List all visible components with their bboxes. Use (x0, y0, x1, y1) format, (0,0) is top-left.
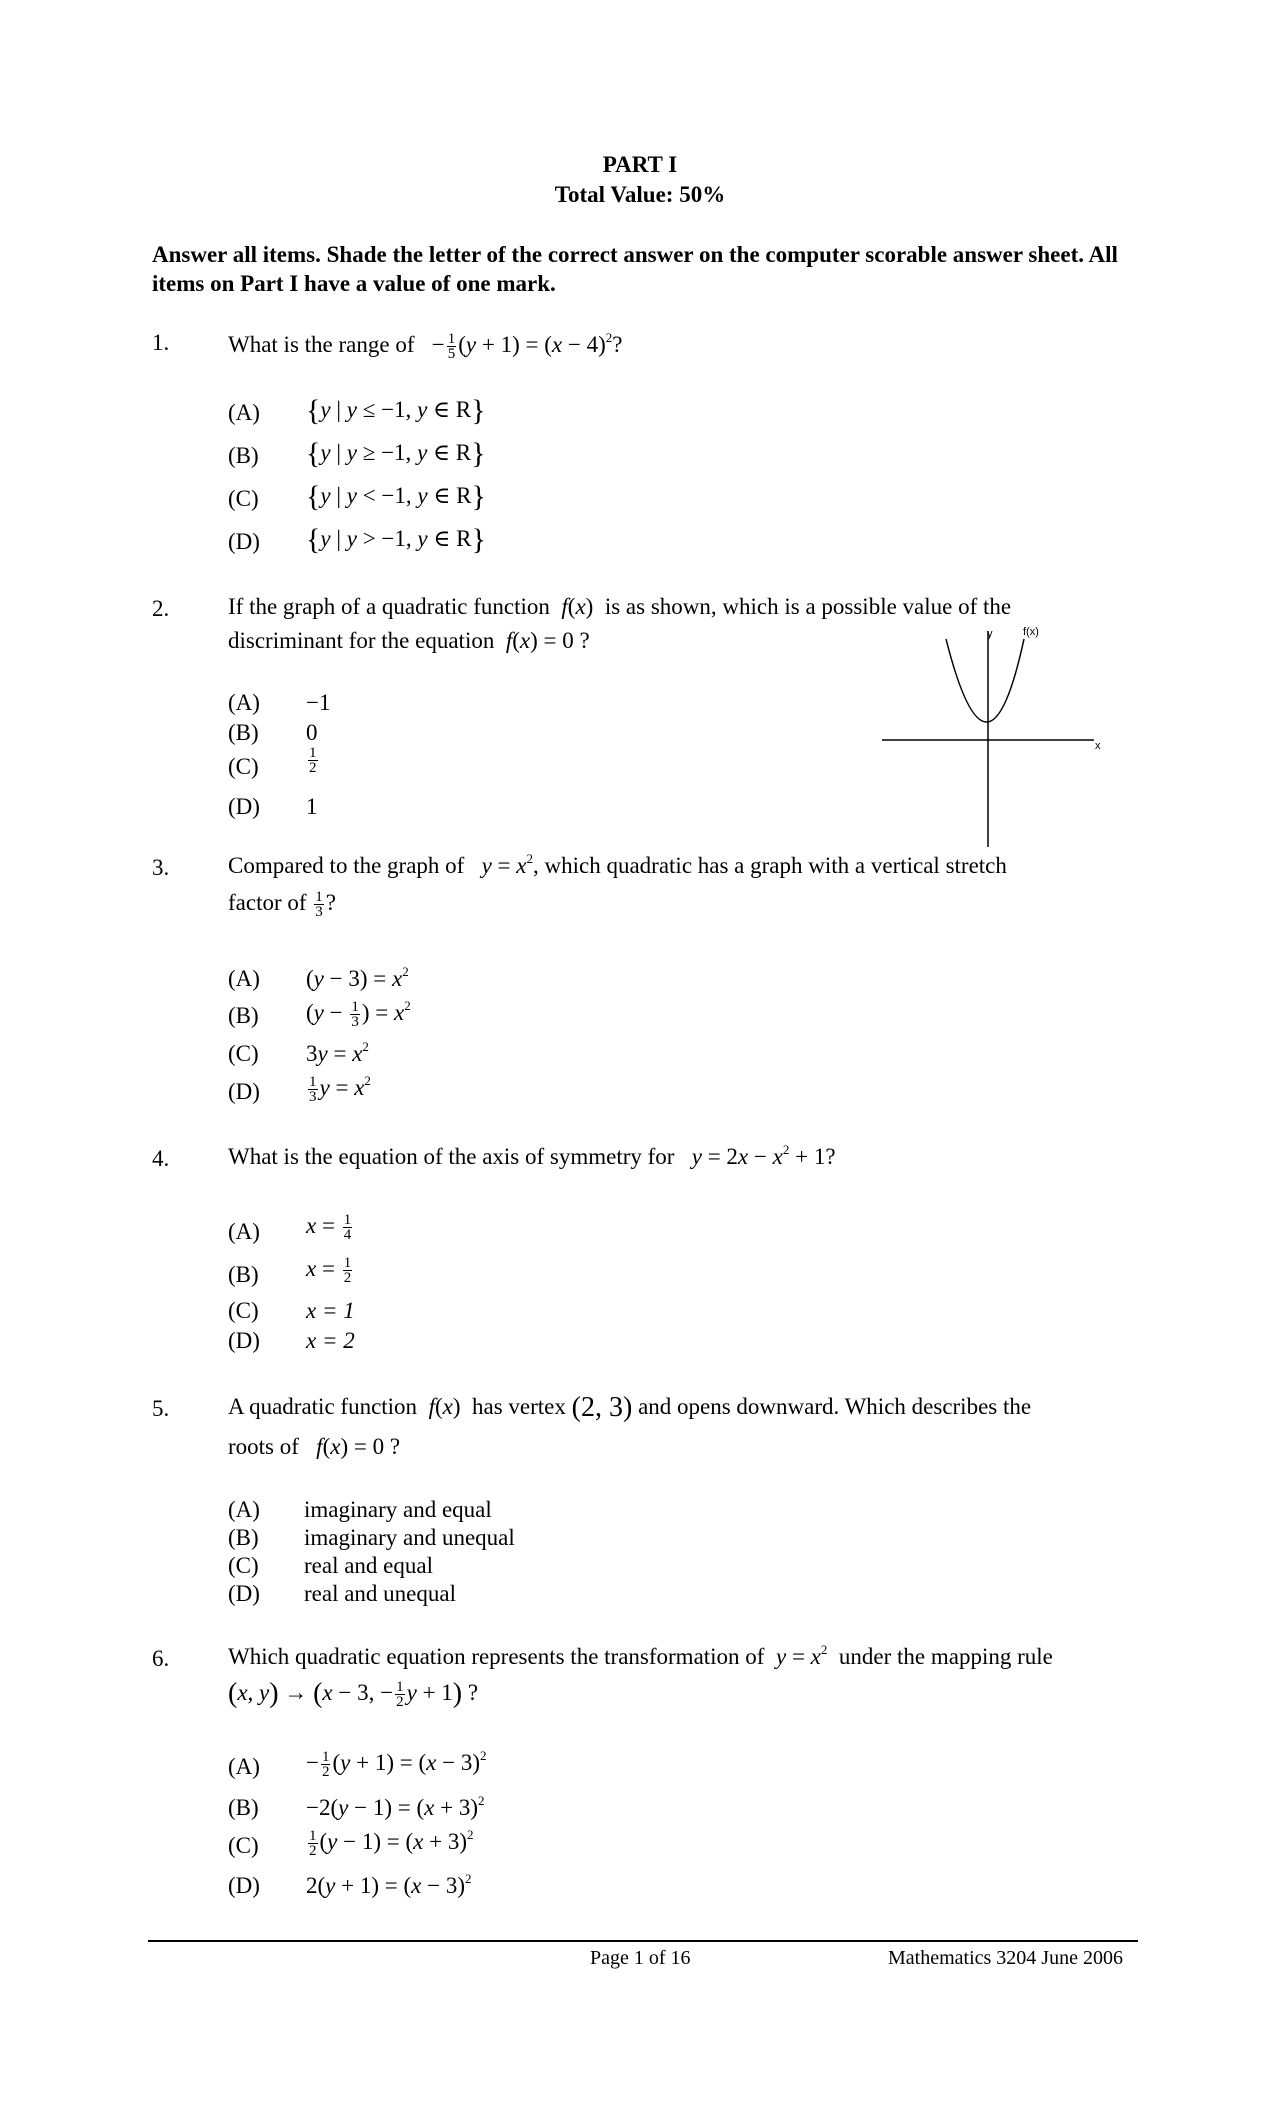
q3-text-b: , which quadratic has a graph with a vertical stretch (533, 853, 1007, 878)
q5-text-a: A quadratic function (228, 1394, 418, 1419)
graph-parabola-curve (946, 639, 1024, 722)
q5-option-b-value: imaginary and unequal (304, 1525, 515, 1550)
question-6-number: 6. (152, 1646, 170, 1671)
question-2-line2 (228, 628, 590, 654)
q6-text-b: under the mapping rule (838, 1644, 1053, 1669)
question-6-mapping-rule: (x, y) → (x − 3, − $\frac{1}{2}$ y + 1) ? (228, 1678, 479, 1711)
q3-eq: $y = x^2$ (481, 851, 533, 878)
q6-option-a-letter[interactable]: (A) (228, 1754, 260, 1779)
q1-option-c-letter[interactable]: (C) (228, 486, 259, 511)
q3-text-a: Compared to the graph of (228, 853, 465, 878)
q6-eq: $y = x^2$ (775, 1642, 828, 1669)
q1-option-a-letter[interactable]: (A) (228, 400, 260, 425)
q5-option-d-letter[interactable]: (D) (228, 1581, 260, 1606)
q1-option-c-value: {y | y < −1, y ∈ R} (306, 480, 486, 513)
q2-option-b-value: 0 (306, 720, 318, 745)
q4-option-a-letter[interactable]: (A) (228, 1219, 260, 1244)
question-2-line1 (228, 594, 1148, 620)
q5-option-c-letter[interactable]: (C) (228, 1553, 259, 1578)
q5-fx: f(x) (428, 1394, 467, 1419)
q3-option-b-letter[interactable]: (B) (228, 1003, 259, 1028)
question-1-text (228, 328, 1148, 362)
q1-option-d-value: {y | y > −1, y ∈ R} (306, 523, 486, 556)
q5-option-b-letter[interactable]: (B) (228, 1525, 259, 1550)
q6-option-d-letter[interactable]: (D) (228, 1873, 260, 1898)
q5-option-d-value: real and unequal (304, 1581, 456, 1606)
q5-text-c: and opens downward. Which describes the (638, 1394, 1032, 1419)
q4-option-c-letter[interactable]: (C) (228, 1298, 259, 1323)
q4-equation: $y = 2x - x^2 + 1$? (691, 1142, 836, 1169)
q4-option-d-letter[interactable]: (D) (228, 1328, 260, 1353)
graph-x-label: x (1095, 740, 1101, 752)
q6-option-b-value: $-2(y - 1) = (x + 3)^2$ (306, 1793, 485, 1820)
instructions: Answer all items. Shade the letter of the correct answer on the computer scorable answer sheet. All items on Part I have a value of one mark. (152, 242, 1118, 296)
q4-text: What is the equation of the axis of symmetry for (228, 1144, 675, 1169)
q3-option-d-letter[interactable]: (D) (228, 1079, 260, 1104)
q3-option-d-value: $\frac{1}{3}$ $y = x^2$ (309, 1073, 371, 1106)
total-value: Total Value: 50% (554, 182, 726, 207)
footer-course: Mathematics 3204 June 2006 (888, 1947, 1123, 1969)
q6-option-c-letter[interactable]: (C) (228, 1833, 259, 1858)
q6-option-c-value: $\frac{1}{2}$ $(y - 1) = (x + 3)^2$ (309, 1827, 474, 1860)
q5-vertex: (2, 3) (571, 1392, 633, 1423)
q3-option-a-value: $(y - 3) = x^2$ (306, 964, 409, 991)
q3-fraction: $\frac{1}{3}$ ? (315, 889, 337, 921)
question-1-prompt: What is the range of (228, 332, 415, 357)
q3-option-a-letter[interactable]: (A) (228, 966, 260, 991)
question-2-number: 2. (152, 596, 170, 621)
q2-option-c-value: $\frac{1}{2}$ (309, 745, 317, 777)
graph-f-label: f(x) (1023, 626, 1039, 638)
q2-option-d-value: 1 (306, 794, 318, 819)
q2-option-b-letter[interactable]: (B) (228, 720, 259, 745)
q4-option-c-value: x = 1 (306, 1298, 355, 1323)
question-6-line1 (228, 1644, 1188, 1670)
q3-text-c: factor of (228, 890, 307, 915)
question-4-line1 (228, 1144, 1148, 1170)
q1-option-a-value: {y | y ≤ −1, y ∈ R} (306, 394, 486, 427)
question-5-line1 (228, 1392, 1168, 1424)
question-1-equation: − $\frac{1}{5}$ $(y + 1) = (x - 4)^2$? (420, 330, 623, 363)
part-title: PART I (602, 152, 678, 177)
question-5-line2 (228, 1434, 400, 1460)
q6-text-a: Which quadratic equation represents the transformation of (228, 1644, 765, 1669)
q2-option-c-letter[interactable]: (C) (228, 754, 259, 779)
question-4-number: 4. (152, 1146, 170, 1171)
q4-option-b-value: x = $\frac{1}{2}$ (306, 1255, 352, 1287)
q6-option-a-value: − $\frac{1}{2}$ $(y + 1) = (x - 3)^2$ (306, 1748, 487, 1781)
footer-page: Page 1 of 16 (590, 1947, 691, 1969)
q2-equation: f(x) = 0 ? (505, 628, 590, 653)
question-3-line2 (228, 890, 336, 919)
q5-option-a-value: imaginary and equal (304, 1497, 492, 1522)
question-3-number: 3. (152, 855, 170, 880)
q4-option-d-value: x = 2 (306, 1328, 355, 1353)
q1-option-b-letter[interactable]: (B) (228, 443, 259, 468)
q4-option-b-letter[interactable]: (B) (228, 1262, 259, 1287)
q5-option-c-value: real and equal (304, 1553, 433, 1578)
q3-option-c-value: $3y = x^2$ (306, 1039, 369, 1066)
q2-option-d-letter[interactable]: (D) (228, 794, 260, 819)
footer-rule (148, 1940, 1138, 1942)
q5-equation: f(x) = 0 ? (316, 1434, 401, 1459)
question-3-line1 (228, 853, 1148, 879)
q2-option-a-value: −1 (306, 690, 331, 715)
q2-text-b: is as shown, which is a possible value of the (604, 594, 1012, 619)
question-5-number: 5. (152, 1396, 170, 1421)
q6-option-d-value: $2(y + 1) = (x - 3)^2$ (306, 1871, 472, 1898)
q2-fx: f(x) (561, 594, 600, 619)
q5-option-a-letter[interactable]: (A) (228, 1497, 260, 1522)
q3-option-b-value: (y − $\frac{1}{3}$ ) = $x^2$ (306, 998, 411, 1031)
q1-option-b-value: {y | y ≥ −1, y ∈ R} (306, 437, 486, 470)
q6-option-b-letter[interactable]: (B) (228, 1795, 259, 1820)
q1-option-d-letter[interactable]: (D) (228, 529, 260, 554)
q2-option-a-letter[interactable]: (A) (228, 690, 260, 715)
graph-y-label: y (987, 628, 993, 640)
q5-text-b: has vertex (472, 1394, 566, 1419)
q2-text-a: If the graph of a quadratic function (228, 594, 550, 619)
q2-parabola-graph (870, 625, 1110, 855)
q3-option-c-letter[interactable]: (C) (228, 1041, 259, 1066)
q4-option-a-value: x = $\frac{1}{4}$ (306, 1212, 352, 1244)
q2-text-c: discriminant for the equation (228, 628, 495, 653)
q5-text-d: roots of (228, 1434, 299, 1459)
question-1-number: 1. (152, 330, 170, 355)
